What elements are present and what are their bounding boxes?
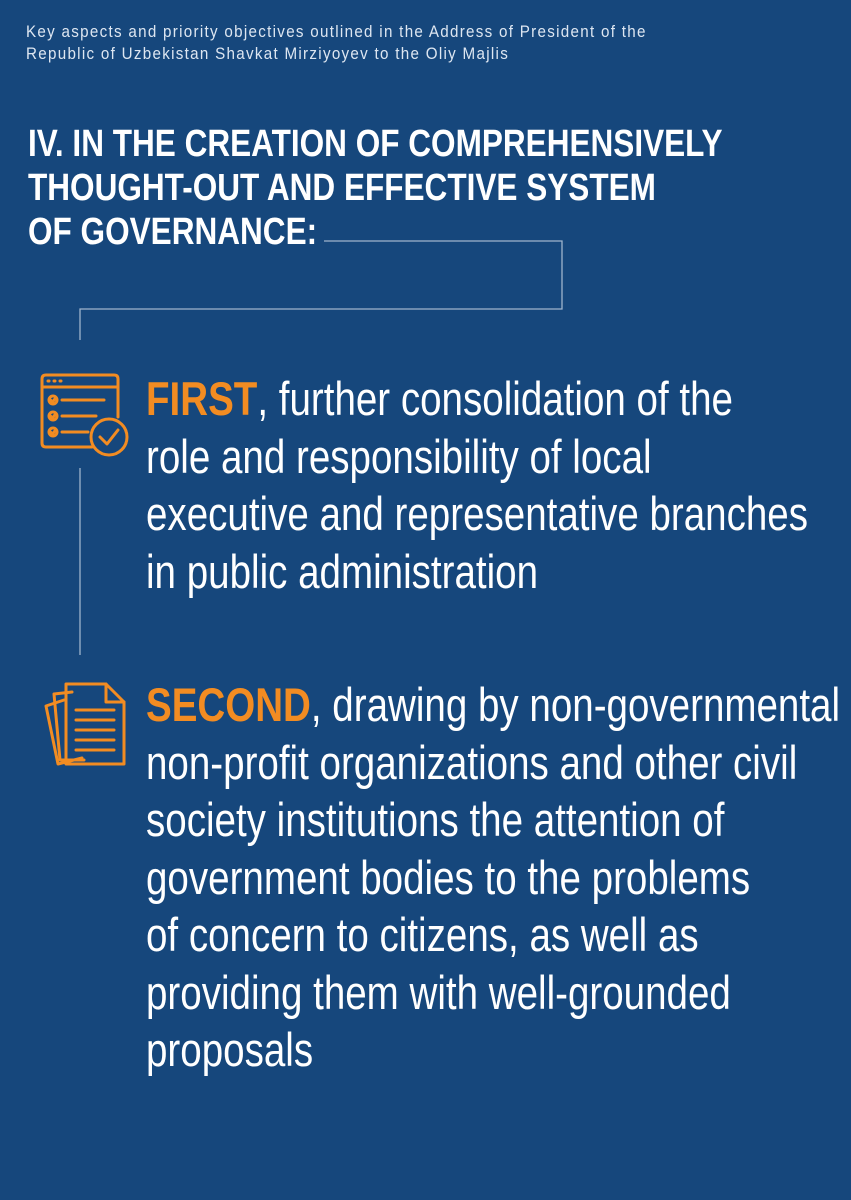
item-text: , further consolidation of the — [257, 372, 733, 425]
subtitle-line: Republic of Uzbekistan Shavkat Mirziyoyev to the Oliy Majlis — [26, 45, 510, 63]
priority-item-first — [146, 370, 818, 600]
item-line: in public administration — [146, 544, 539, 598]
item-line: providing them with well-grounded — [146, 965, 731, 1019]
item-line — [146, 370, 818, 428]
item-keyword: FIRST — [146, 372, 258, 425]
item-keyword: SECOND — [146, 678, 311, 731]
section-title-line: OF GOVERNANCE: — [28, 211, 318, 253]
section-title-line: IV. IN THE CREATION OF COMPREHENSIVELY — [28, 123, 723, 165]
item-line: of concern to citizens, as well as — [146, 908, 699, 961]
item-line: non-profit organizations and other civil — [146, 735, 798, 789]
item-line: government bodies to the problems — [146, 850, 751, 904]
page-subtitle — [26, 21, 762, 65]
section-title — [28, 122, 723, 254]
connector-bracket — [80, 241, 562, 340]
documents-icon — [42, 680, 134, 772]
priority-item-second — [146, 676, 841, 1079]
item-text: , drawing by non-governmental — [310, 678, 841, 731]
section-title-line: THOUGHT-OUT AND EFFECTIVE SYSTEM — [28, 167, 656, 209]
item-line: proposals — [146, 1023, 314, 1076]
item-line: society institutions the attention of — [146, 793, 725, 846]
item-line: executive and representative branches — [146, 487, 809, 540]
checklist-icon — [40, 373, 132, 465]
subtitle-line: Key aspects and priority objectives outlined in the Address of President of the — [26, 23, 647, 41]
item-line — [146, 676, 841, 734]
item-line: role and responsibility of local — [146, 429, 652, 483]
